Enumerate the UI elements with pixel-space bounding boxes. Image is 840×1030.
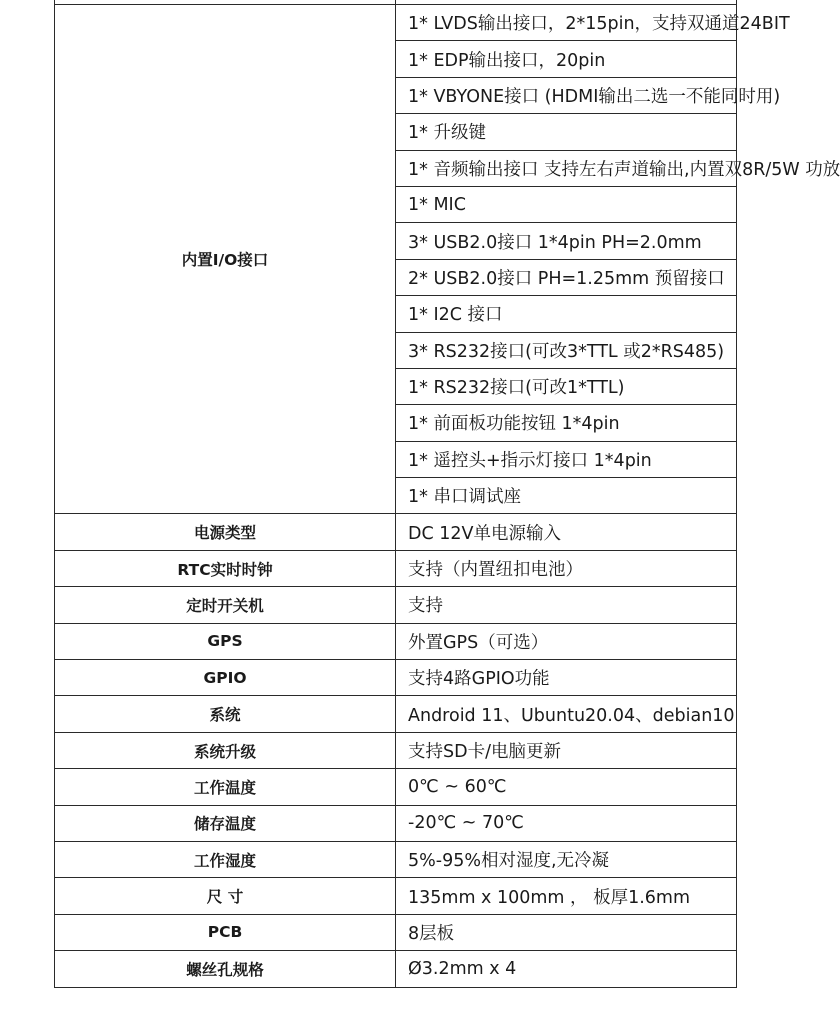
table-row	[55, 805, 737, 841]
spec-value-pcb: 8层板	[396, 914, 737, 950]
spec-value-timer: 支持	[396, 587, 737, 623]
io-item: 3* RS232接口(可改3*TTL 或2*RS485)	[396, 332, 737, 368]
spec-label-work-temp: 工作温度	[55, 769, 396, 805]
spec-value-work-temp: 0℃ ~ 60℃	[396, 769, 737, 805]
spec-label-size: 尺 寸	[55, 878, 396, 914]
spec-value-screw-hole: Ø3.2mm x 4	[396, 951, 737, 987]
spec-value-upgrade: 支持SD卡/电脑更新	[396, 732, 737, 768]
spec-value-size: 135mm x 100mm ， 板厚1.6mm	[396, 878, 737, 914]
table-row	[55, 660, 737, 696]
io-item: 2* USB2.0接口 PH=1.25mm 预留接口	[396, 259, 737, 295]
spec-label-storage-temp: 储存温度	[55, 805, 396, 841]
table-row	[55, 769, 737, 805]
spec-value-os: Android 11、Ubuntu20.04、debian10	[396, 696, 737, 732]
io-item: 1* 串口调试座	[396, 478, 737, 514]
table-row	[55, 587, 737, 623]
table-row	[55, 732, 737, 768]
spec-value-storage-temp: -20℃ ~ 70℃	[396, 805, 737, 841]
io-item: 1* LVDS输出接口，2*15pin，支持双通道24BIT	[396, 5, 737, 41]
spec-label-rtc: RTC实时时钟	[55, 550, 396, 586]
table-row	[55, 696, 737, 732]
io-item: 1* 前面板功能按钮 1*4pin	[396, 405, 737, 441]
io-item: 1* 音频输出接口 支持左右声道输出,内置双8R/5W 功放	[396, 150, 737, 186]
io-item: 1* 遥控头+指示灯接口 1*4pin	[396, 441, 737, 477]
spec-label-humidity: 工作湿度	[55, 841, 396, 877]
spec-label-pcb: PCB	[55, 914, 396, 950]
table-row	[55, 5, 737, 41]
table-row	[55, 514, 737, 550]
table-row	[55, 623, 737, 659]
table-row	[55, 914, 737, 950]
io-item: 1* RS232接口(可改1*TTL)	[396, 368, 737, 404]
spec-label-power: 电源类型	[55, 514, 396, 550]
spec-label-upgrade: 系统升级	[55, 732, 396, 768]
spec-label-gps: GPS	[55, 623, 396, 659]
spec-label-os: 系统	[55, 696, 396, 732]
io-item: 1* I2C 接口	[396, 296, 737, 332]
spec-value-humidity: 5%-95%相对湿度,无冷凝	[396, 841, 737, 877]
io-item: 1* MIC	[396, 186, 737, 222]
table-row	[55, 951, 737, 987]
io-item: 3* USB2.0接口 1*4pin PH=2.0mm	[396, 223, 737, 259]
io-item: 1* 升级键	[396, 114, 737, 150]
io-section-label: 内置I/O接口	[55, 5, 396, 514]
io-item: 1* EDP输出接口，20pin	[396, 41, 737, 77]
table-row	[55, 550, 737, 586]
spec-table	[54, 0, 840, 988]
spec-value-power: DC 12V单电源输入	[396, 514, 737, 550]
io-item: 1* VBYONE接口 (HDMI输出二选一不能同时用)	[396, 77, 737, 113]
table-row	[55, 878, 737, 914]
table-row	[55, 841, 737, 877]
spec-label-screw-hole: 螺丝孔规格	[55, 951, 396, 987]
spec-label-timer: 定时开关机	[55, 587, 396, 623]
spec-value-rtc: 支持（内置纽扣电池）	[396, 550, 737, 586]
spec-label-gpio: GPIO	[55, 660, 396, 696]
spec-value-gpio: 支持4路GPIO功能	[396, 660, 737, 696]
spec-value-gps: 外置GPS（可选）	[396, 623, 737, 659]
